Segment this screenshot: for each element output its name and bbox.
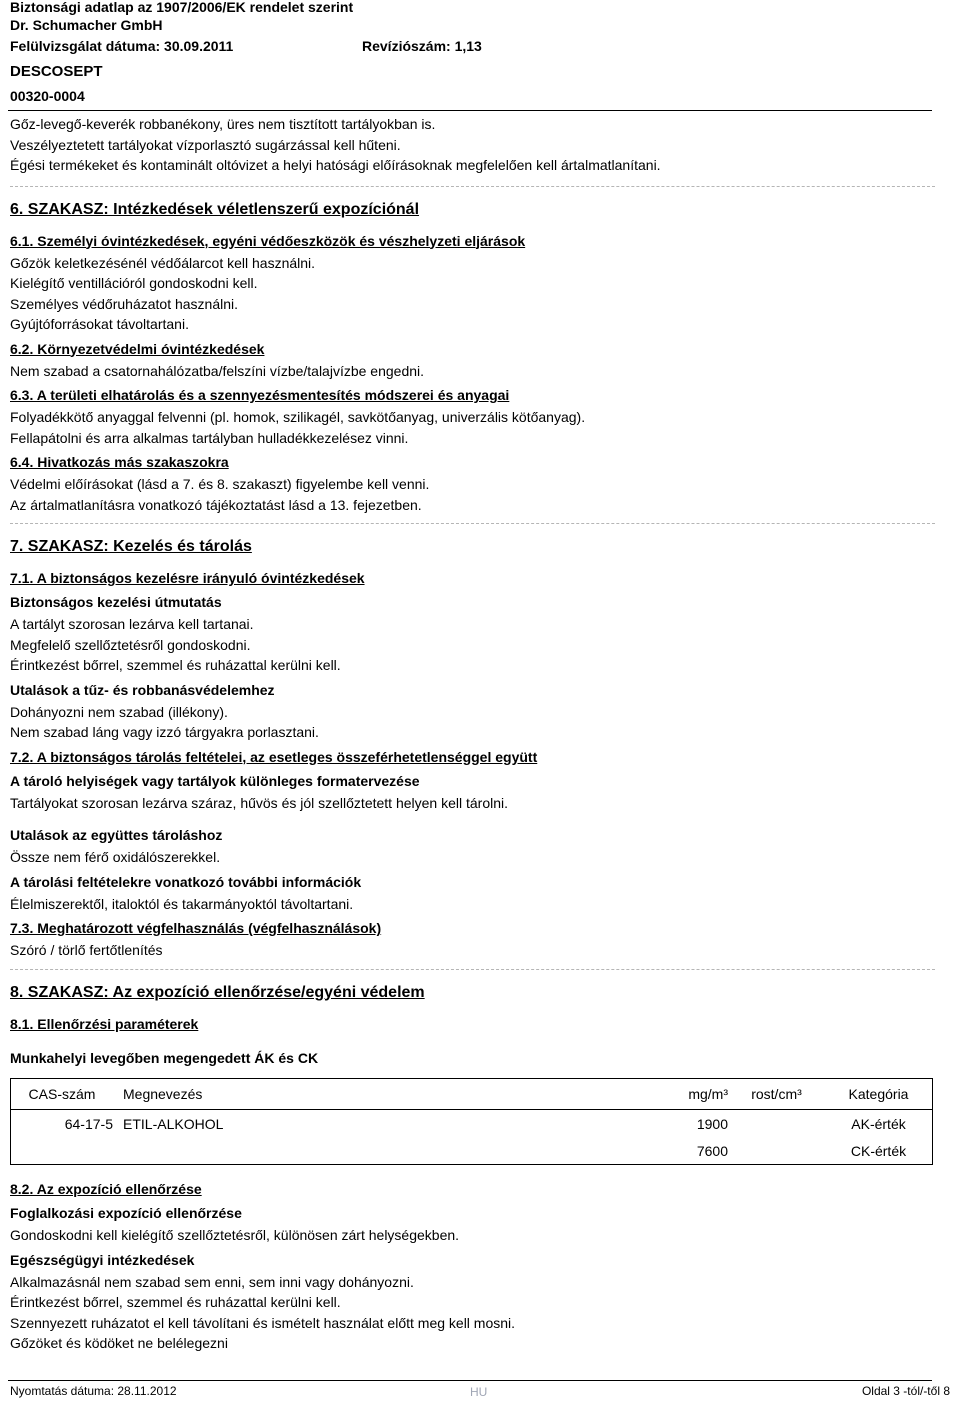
rost-cell bbox=[728, 1137, 825, 1165]
text-line: Folyadékkötő anyaggal felvenni (pl. homok, szilikagél, savkötőanyag, univerzális kötőanyag). bbox=[10, 409, 586, 425]
intro-line: Gőz-levegő-keverék robbanékony, üres nem tisztított tartályokban is. bbox=[10, 116, 436, 132]
table-row bbox=[11, 1137, 933, 1165]
column-header: CAS-szám bbox=[11, 1079, 120, 1110]
text-line: Dohányozni nem szabad (illékony). bbox=[10, 703, 228, 720]
subsection-8-2-title: 8.2. Az expozíció ellenőrzése bbox=[10, 1181, 202, 1197]
print-date: Nyomtatás dátuma: 28.11.2012 bbox=[10, 1384, 177, 1398]
intro-line: Égési termékeket és kontaminált oltóvizet a helyi hatósági előírásoknak megfelelően kell ártalmatlanítani. bbox=[10, 157, 661, 173]
text-line: A tartályt szorosan lezárva kell tartanai. bbox=[10, 616, 254, 632]
subsection-6-4-title: 6.4. Hivatkozás más szakaszokra bbox=[10, 454, 229, 470]
subheading: Utalások a tűz- és robbanásvédelemhez bbox=[10, 681, 275, 698]
text-line: Össze nem férő oxidálószerekkel. bbox=[10, 849, 221, 865]
text-line: Nem szabad a csatornahálózatba/felszíni vízbe/talajvízbe engedni. bbox=[10, 362, 425, 379]
subheading: Utalások az együttes tároláshoz bbox=[10, 827, 223, 843]
subheading: Foglalkozási expozíció ellenőrzése bbox=[10, 1205, 242, 1221]
text-line: Gyújtóforrásokat távoltartani. bbox=[10, 316, 189, 332]
text-line: Védelmi előírásokat (lásd a 7. és 8. szakaszt) figyelembe kell venni. bbox=[10, 476, 430, 492]
subheading: Biztonságos kezelési útmutatás bbox=[10, 594, 222, 610]
category-cell: AK-érték bbox=[851, 1115, 906, 1132]
exposure-limits-table bbox=[10, 1078, 933, 1165]
mg-cell: 7600 bbox=[696, 1142, 728, 1159]
subsection-6-2-title: 6.2. Környezetvédelmi óvintézkedések bbox=[10, 340, 265, 357]
section-divider bbox=[10, 969, 935, 970]
revision-number: Revíziószám: 1,13 bbox=[362, 38, 482, 54]
category-cell: CK-érték bbox=[850, 1142, 907, 1159]
page-number: Oldal 3 -tól/-től 8 bbox=[861, 1384, 950, 1398]
review-date: Felülvizsgálat dátuma: 30.09.2011 bbox=[10, 38, 234, 54]
section-divider bbox=[10, 523, 935, 524]
cas-cell: 64-17-5 bbox=[64, 1115, 113, 1132]
column-header: mg/m³ bbox=[663, 1079, 728, 1110]
footer-divider bbox=[8, 1380, 932, 1381]
text-line: Kielégítő ventillációról gondoskodni kell. bbox=[10, 275, 258, 291]
name-cell bbox=[119, 1137, 663, 1165]
column-header: Megnevezés bbox=[119, 1079, 663, 1110]
intro-line: Veszélyeztetett tartályokat vízporlasztó sugárzással kell hűteni. bbox=[10, 136, 401, 153]
subsection-6-1-title: 6.1. Személyi óvintézkedések, egyéni védőeszközök és vészhelyzeti eljárások bbox=[10, 232, 526, 249]
section-7-title: 7. SZAKASZ: Kezelés és tárolás bbox=[10, 538, 252, 555]
subsection-7-3-title: 7.3. Meghatározott végfelhasználás (végfelhasználások) bbox=[10, 920, 382, 936]
text-line: Tartályokat szorosan lezárva száraz, hűvös és jól szellőztetett helyen kell tárolni. bbox=[10, 794, 509, 811]
language-code: HU bbox=[470, 1385, 488, 1399]
name-cell: ETIL-ALKOHOL bbox=[123, 1115, 224, 1132]
mg-cell: 1900 bbox=[696, 1115, 728, 1132]
subheading: A tároló helyiségek vagy tartályok különleges formatervezése bbox=[10, 772, 420, 789]
section-divider bbox=[10, 186, 935, 187]
column-header: Kategória bbox=[825, 1079, 933, 1110]
text-line: Szennyezett ruházatot el kell távolítani és ismételt használat előtt meg kell mosni. bbox=[10, 1314, 516, 1331]
text-line: Személyes védőruházatot használni. bbox=[10, 295, 239, 312]
cas-cell bbox=[11, 1137, 120, 1165]
text-line: Élelmiszerektől, italoktól és takarmányoktól távoltartani. bbox=[10, 895, 354, 912]
page-content bbox=[10, 114, 930, 1070]
section-6-title: 6. SZAKASZ: Intézkedések véletlenszerű expozíciónál bbox=[10, 200, 420, 218]
limits-title: Munkahelyi levegőben megengedett ÁK és CK bbox=[10, 1049, 319, 1066]
document-title: Biztonsági adatlap az 1907/2006/EK rendelet szerint bbox=[10, 0, 354, 15]
subsection-6-3-title: 6.3. A területi elhatárolás és a szennyezésmentesítés módszerei és anyagai bbox=[10, 387, 510, 403]
product-code: 00320-0004 bbox=[10, 88, 85, 104]
text-line: Nem szabad láng vagy izzó tárgyakra porlasztani. bbox=[10, 724, 319, 740]
text-line: Gondoskodni kell kielégítő szellőztetésről, különösen zárt helységekben. bbox=[10, 1227, 460, 1243]
rost-cell bbox=[728, 1110, 825, 1138]
text-line: Az ártalmatlanításra vonatkozó tájékoztatást lásd a 13. fejezetben. bbox=[10, 496, 422, 513]
header-divider bbox=[8, 110, 932, 111]
subsection-7-1-title: 7.1. A biztonságos kezelésre irányuló óvintézkedések bbox=[10, 570, 365, 586]
subsection-8-1-title: 8.1. Ellenőrzési paraméterek bbox=[10, 1015, 199, 1032]
page-content-lower bbox=[10, 1175, 930, 1354]
subheading: A tárolási feltételekre vonatkozó további információk bbox=[10, 873, 362, 890]
text-line: Fellapátolni és arra alkalmas tartályban hulladékkezelésez vinni. bbox=[10, 429, 409, 446]
company-name: Dr. Schumacher GmbH bbox=[10, 17, 163, 33]
text-line: Megfelelő szellőztetésről gondoskodni. bbox=[10, 636, 251, 653]
text-line: Alkalmazásnál nem szabad sem enni, sem inni vagy dohányozni. bbox=[10, 1273, 414, 1290]
column-header: rost/cm³ bbox=[728, 1079, 825, 1110]
table-header-row bbox=[11, 1079, 933, 1110]
product-name: DESCOSEPT bbox=[10, 63, 103, 80]
text-line: Gőzöket és ködöket ne belélegezni bbox=[10, 1335, 228, 1351]
text-line: Érintkezést bőrrel, szemmel és ruházattal kerülni kell. bbox=[10, 1294, 341, 1310]
subsection-7-2-title: 7.2. A biztonságos tárolás feltételei, az esetleges összeférhetetlenséggel együtt bbox=[10, 748, 538, 765]
text-line: Gőzök keletkezésénél védőálarcot kell használni. bbox=[10, 254, 316, 271]
text-line: Érintkezést bőrrel, szemmel és ruházattal kerülni kell. bbox=[10, 657, 341, 673]
subheading: Egészségügyi intézkedések bbox=[10, 1251, 195, 1268]
section-8-title: 8. SZAKASZ: Az expozíció ellenőrzése/egyéni védelem bbox=[10, 983, 425, 1001]
text-line: Szóró / törlő fertőtlenítés bbox=[10, 942, 163, 958]
table-row bbox=[11, 1110, 933, 1138]
